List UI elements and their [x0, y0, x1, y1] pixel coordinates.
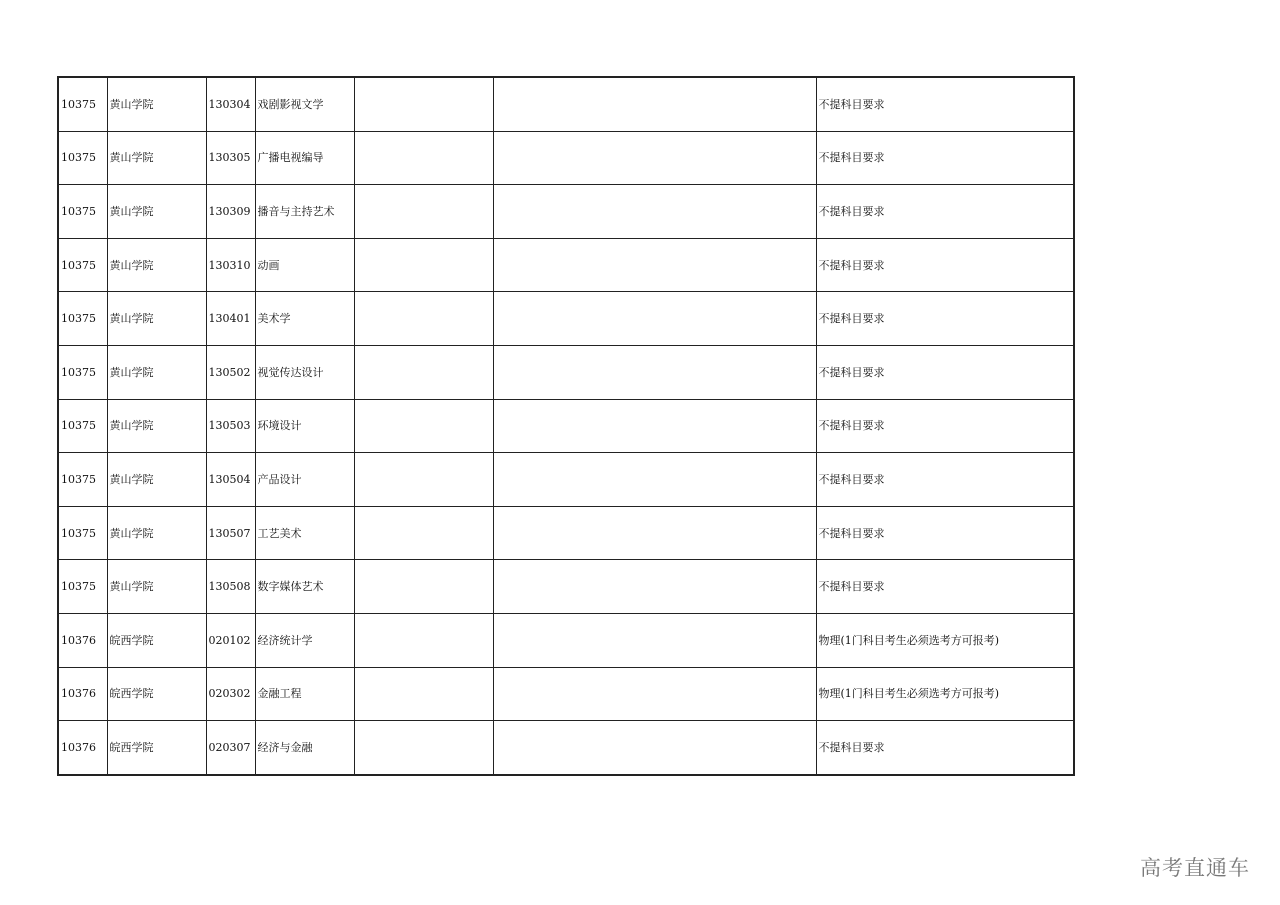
school-name-cell: 黄山学院: [107, 506, 206, 560]
empty-cell: [354, 345, 493, 399]
subject-requirement-cell: 不提科目要求: [816, 345, 1074, 399]
major-name-cell: 经济与金融: [255, 721, 354, 775]
table-row: [58, 399, 1074, 453]
major-name-cell: 美术学: [255, 292, 354, 346]
subject-requirement-cell: 物理(1门科目考生必须选考方可报考): [816, 613, 1074, 667]
school-code-cell: 10375: [58, 506, 107, 560]
subject-requirement-cell: 不提科目要求: [816, 560, 1074, 614]
school-code-cell: 10375: [58, 131, 107, 185]
major-code-cell: 130401: [206, 292, 255, 346]
major-code-cell: 130310: [206, 238, 255, 292]
subject-requirement-cell: 物理(1门科目考生必须选考方可报考): [816, 667, 1074, 721]
school-name-cell: 皖西学院: [107, 667, 206, 721]
school-code-cell: 10375: [58, 185, 107, 239]
major-name-cell: 广播电视编导: [255, 131, 354, 185]
major-code-cell: 130309: [206, 185, 255, 239]
table-row: [58, 77, 1074, 131]
empty-cell: [493, 345, 816, 399]
school-code-cell: 10375: [58, 77, 107, 131]
empty-cell: [493, 77, 816, 131]
table-row: [58, 185, 1074, 239]
empty-cell: [493, 238, 816, 292]
empty-cell: [354, 453, 493, 507]
school-name-cell: 黄山学院: [107, 560, 206, 614]
school-name-cell: 黄山学院: [107, 399, 206, 453]
school-code-cell: 10375: [58, 560, 107, 614]
empty-cell: [493, 506, 816, 560]
major-code-cell: 130507: [206, 506, 255, 560]
empty-cell: [493, 560, 816, 614]
empty-cell: [354, 131, 493, 185]
subject-requirement-cell: 不提科目要求: [816, 453, 1074, 507]
school-name-cell: 黄山学院: [107, 131, 206, 185]
major-name-cell: 金融工程: [255, 667, 354, 721]
subject-requirement-cell: 不提科目要求: [816, 238, 1074, 292]
subject-requirement-cell: 不提科目要求: [816, 77, 1074, 131]
school-code-cell: 10375: [58, 399, 107, 453]
table-row: [58, 345, 1074, 399]
school-name-cell: 黄山学院: [107, 77, 206, 131]
school-code-cell: 10375: [58, 292, 107, 346]
major-code-cell: 130502: [206, 345, 255, 399]
empty-cell: [354, 238, 493, 292]
table-row: [58, 667, 1074, 721]
school-name-cell: 黄山学院: [107, 345, 206, 399]
major-code-cell: 020102: [206, 613, 255, 667]
major-code-cell: 130304: [206, 77, 255, 131]
empty-cell: [493, 667, 816, 721]
table-row: [58, 238, 1074, 292]
table-row: [58, 613, 1074, 667]
subject-requirement-cell: 不提科目要求: [816, 185, 1074, 239]
school-name-cell: 皖西学院: [107, 613, 206, 667]
watermark-text: 高考直通车: [1140, 856, 1250, 880]
empty-cell: [493, 721, 816, 775]
empty-cell: [354, 721, 493, 775]
school-code-cell: 10376: [58, 667, 107, 721]
empty-cell: [354, 560, 493, 614]
table-row: [58, 131, 1074, 185]
major-name-cell: 戏剧影视文学: [255, 77, 354, 131]
major-name-cell: 动画: [255, 238, 354, 292]
empty-cell: [354, 77, 493, 131]
school-name-cell: 黄山学院: [107, 185, 206, 239]
subject-requirements-table: [57, 76, 1075, 776]
empty-cell: [354, 185, 493, 239]
subject-requirement-cell: 不提科目要求: [816, 292, 1074, 346]
school-code-cell: 10376: [58, 613, 107, 667]
table-row: [58, 560, 1074, 614]
empty-cell: [354, 292, 493, 346]
empty-cell: [354, 667, 493, 721]
major-name-cell: 播音与主持艺术: [255, 185, 354, 239]
major-code-cell: 130503: [206, 399, 255, 453]
empty-cell: [354, 399, 493, 453]
school-name-cell: 黄山学院: [107, 292, 206, 346]
empty-cell: [354, 613, 493, 667]
school-name-cell: 黄山学院: [107, 453, 206, 507]
major-code-cell: 020307: [206, 721, 255, 775]
table-row: [58, 721, 1074, 775]
major-name-cell: 产品设计: [255, 453, 354, 507]
major-name-cell: 视觉传达设计: [255, 345, 354, 399]
school-code-cell: 10375: [58, 238, 107, 292]
school-code-cell: 10375: [58, 453, 107, 507]
major-code-cell: 130504: [206, 453, 255, 507]
school-code-cell: 10375: [58, 345, 107, 399]
subject-requirement-cell: 不提科目要求: [816, 721, 1074, 775]
major-name-cell: 环境设计: [255, 399, 354, 453]
empty-cell: [493, 399, 816, 453]
empty-cell: [493, 292, 816, 346]
school-code-cell: 10376: [58, 721, 107, 775]
empty-cell: [493, 131, 816, 185]
school-name-cell: 黄山学院: [107, 238, 206, 292]
major-name-cell: 数字媒体艺术: [255, 560, 354, 614]
major-name-cell: 经济统计学: [255, 613, 354, 667]
subject-requirement-cell: 不提科目要求: [816, 399, 1074, 453]
school-name-cell: 皖西学院: [107, 721, 206, 775]
table-row: [58, 453, 1074, 507]
major-code-cell: 020302: [206, 667, 255, 721]
empty-cell: [354, 506, 493, 560]
empty-cell: [493, 185, 816, 239]
empty-cell: [493, 453, 816, 507]
major-code-cell: 130508: [206, 560, 255, 614]
subject-requirement-cell: 不提科目要求: [816, 506, 1074, 560]
major-code-cell: 130305: [206, 131, 255, 185]
major-name-cell: 工艺美术: [255, 506, 354, 560]
table-row: [58, 292, 1074, 346]
table-body: [58, 77, 1074, 775]
table-row: [58, 506, 1074, 560]
empty-cell: [493, 613, 816, 667]
subject-requirement-cell: 不提科目要求: [816, 131, 1074, 185]
